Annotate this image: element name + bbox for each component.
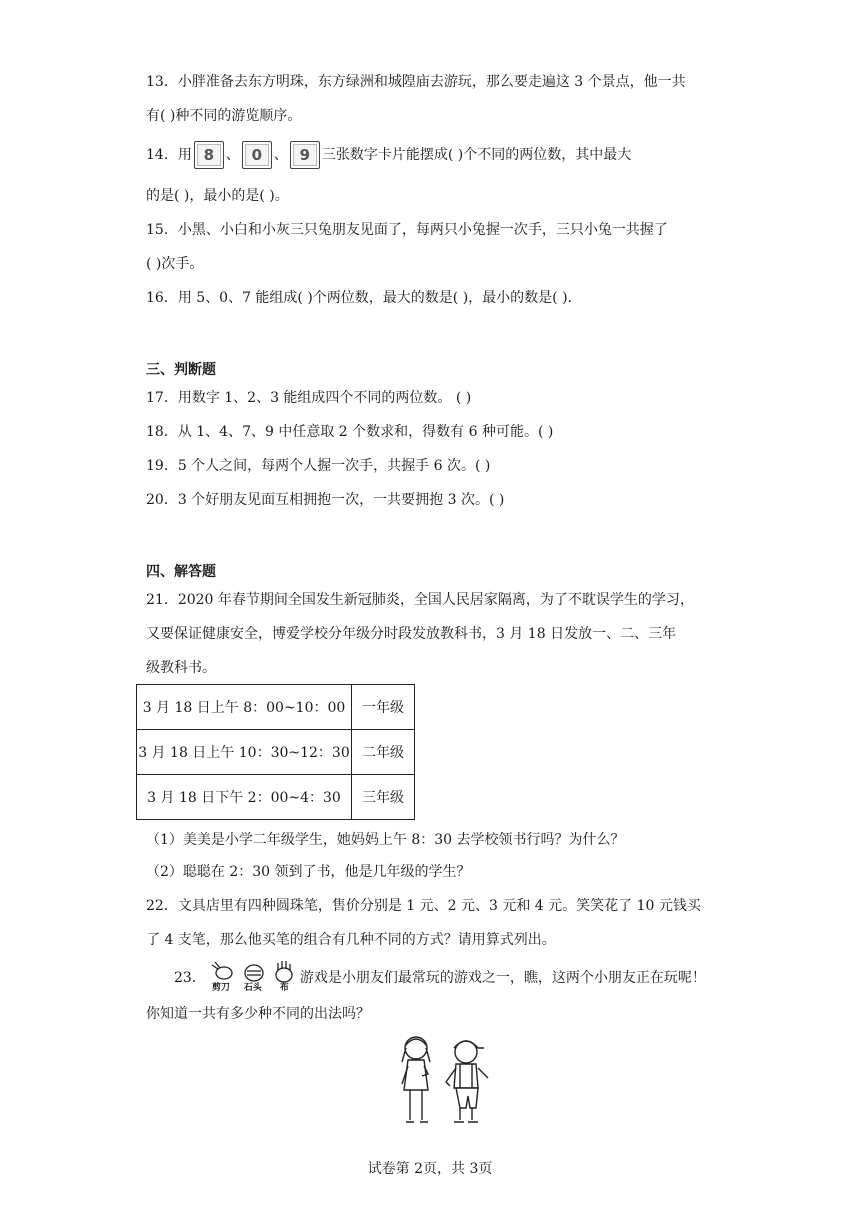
paper-label: 布 xyxy=(279,983,289,993)
q14-line2: 的是( )，最小的是( )。 xyxy=(146,188,289,204)
q15-line2: ( )次手。 xyxy=(146,256,204,272)
q14-sep: 、 xyxy=(225,147,240,163)
section4-title: 四、解答题 xyxy=(146,564,216,580)
q14-suffix: 三张数字卡片能摆成( )个不同的两位数，其中最大 xyxy=(321,147,632,163)
q22-line2: 了 4 支笔，那么他买笔的组合有几种不同的方式？请用算式列出。 xyxy=(146,932,556,948)
q23-prefix: 23． xyxy=(174,970,206,986)
q19: 19．5 个人之间，每两个人握一次手，共握手 6 次。( ) xyxy=(146,458,491,474)
q14-sep: 、 xyxy=(273,147,288,163)
table-row xyxy=(137,730,415,775)
page-footer: 试卷第 2页，共 3页 xyxy=(367,1161,493,1177)
q21-sub1: （1）美美是小学二年级学生，她妈妈上午 8：30 去学校领书行吗？为什么？ xyxy=(146,832,625,848)
q23-line1 xyxy=(174,958,706,998)
rock-label: 石头 xyxy=(243,983,262,993)
table-cell-grade: 二年级 xyxy=(352,730,415,775)
rock-paper-scissors-icon xyxy=(210,961,300,995)
q20: 20．3 个好朋友见面互相拥抱一次，一共要拥抱 3 次。( ) xyxy=(146,492,505,508)
q23-line2: 你知道一共有多少种不同的出法吗？ xyxy=(146,1006,370,1022)
q23-suffix: 游戏是小朋友们最常玩的游戏之一，瞧，这两个小朋友正在玩呢！ xyxy=(299,970,706,986)
scissors-label: 剪刀 xyxy=(211,983,230,993)
q14-prefix: 14．用 xyxy=(146,147,192,163)
digit-card-0: 0 xyxy=(242,141,272,169)
q13-line2: 有( )种不同的游览顺序。 xyxy=(146,108,302,124)
q21-sub2: （2）聪聪在 2：30 领到了书，他是几年级的学生？ xyxy=(146,864,471,880)
q17: 17．用数字 1、2、3 能组成四个不同的两位数。 ( ) xyxy=(146,390,472,406)
table-cell-time: 3 月 18 日下午 2：00~4：30 xyxy=(137,775,352,820)
q13-line1: 13．小胖准备去东方明珠，东方绿洲和城隍庙去游玩，那么要走遍这 3 个景点，他一共 xyxy=(146,74,686,90)
q21-line1: 21．2020 年春节期间全国发生新冠肺炎，全国人民居家隔离，为了不耽误学生的学习， xyxy=(146,592,694,608)
table-cell-grade: 一年级 xyxy=(352,685,415,730)
table-row xyxy=(137,775,415,820)
table-row xyxy=(137,685,415,730)
table-cell-time: 3 月 18 日上午 8：00~10：00 xyxy=(137,685,352,730)
q16-line1: 16．用 5、0、7 能组成( )个两位数，最大的数是( )，最小的数是( ). xyxy=(146,290,573,306)
digit-card-9: 9 xyxy=(290,141,320,169)
children-illustration xyxy=(394,1034,504,1130)
q22-line1: 22．文具店里有四种圆珠笔，售价分别是 1 元、2 元、3 元和 4 元。笑笑花了 10 元钱买 xyxy=(146,898,701,914)
section3-title: 三、判断题 xyxy=(146,362,216,378)
table-cell-time: 3 月 18 日上午 10：30~12：30 xyxy=(137,730,352,775)
q18: 18．从 1、4、7、9 中任意取 2 个数求和，得数有 6 种可能。( ) xyxy=(146,424,554,440)
q15-line1: 15．小黑、小白和小灰三只兔朋友见面了，每两只小兔握一次手，三只小兔一共握了 xyxy=(146,222,668,238)
digit-card-8: 8 xyxy=(194,141,224,169)
q21-line3: 级教科书。 xyxy=(146,660,216,676)
q21-line2: 又要保证健康安全，博爱学校分年级分时段发放教科书，3 月 18 日发放一、二、三年 xyxy=(146,626,677,642)
schedule-table xyxy=(136,684,415,820)
table-cell-grade: 三年级 xyxy=(352,775,415,820)
q14-line1 xyxy=(146,140,631,170)
